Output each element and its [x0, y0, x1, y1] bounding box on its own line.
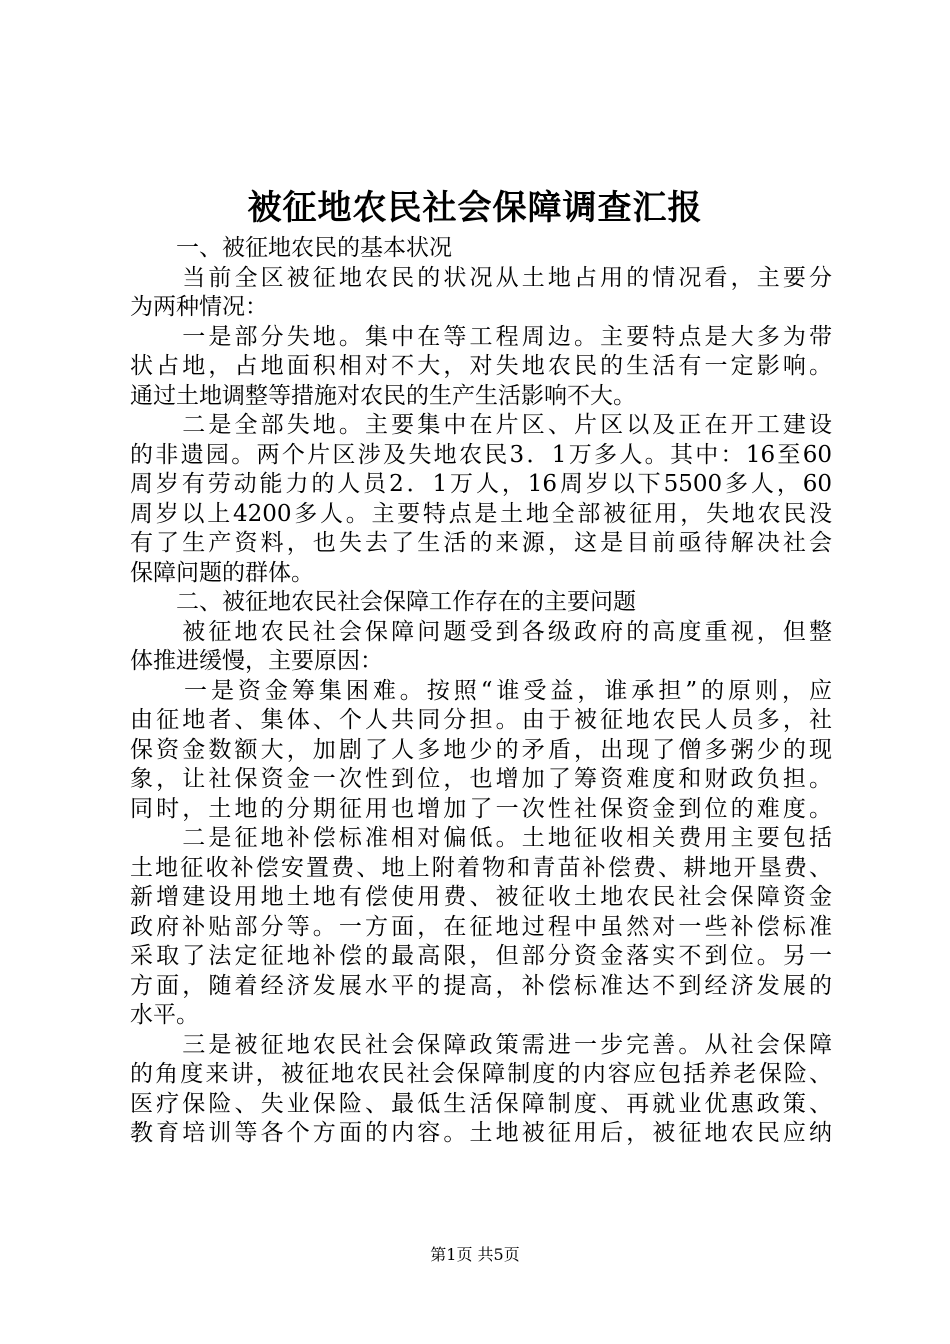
text-line: 土地征收补偿安置费、地上附着物和青苗补偿费、耕地开垦费、: [130, 854, 832, 881]
text-line: 一是资金筹集困难。按照“谁受益，谁承担”的原则，应: [130, 677, 832, 704]
text-line: 一、被征地农民的基本状况: [130, 235, 452, 261]
text-line: 新增建设用地土地有偿使用费、被征收土地农民社会保障资金: [130, 884, 832, 910]
text-line: 一是部分失地。集中在等工程周边。主要特点是大多为带: [130, 323, 832, 350]
text-line: 保资金数额大，加剧了人多地少的矛盾，出现了僧多粥少的现: [130, 736, 832, 763]
text-line: 周岁以上4200多人。主要特点是土地全部被征用，失地农民没: [130, 500, 832, 527]
text-line: 为两种情况：: [130, 294, 268, 320]
text-line: 周岁有劳动能力的人员2．1万人，16周岁以下5500多人，60: [130, 471, 832, 497]
text-line: 二是全部失地。主要集中在片区、片区以及正在开工建设: [130, 412, 832, 438]
text-line: 政府补贴部分等。一方面，在征地过程中虽然对一些补偿标准: [130, 913, 832, 940]
text-line: 通过土地调整等措施对农民的生产生活影响不大。: [130, 382, 636, 409]
document-body: [130, 234, 832, 1149]
text-line: 水平。: [130, 1002, 199, 1028]
document-title: 被征地农民社会保障调查汇报: [247, 188, 703, 228]
text-line: 教育培训等各个方面的内容。土地被征用后，被征地农民应纳: [130, 1120, 832, 1146]
text-line: 保障问题的群体。: [130, 559, 314, 586]
text-line: 体推进缓慢，主要原因：: [130, 648, 383, 674]
text-line: 由征地者、集体、个人共同分担。由于被征地农民人员多，社: [130, 707, 832, 733]
page-footer: 第1页 共5页: [430, 1245, 520, 1264]
text-line: 的角度来讲，被征地农民社会保障制度的内容应包括养老保险、: [130, 1061, 832, 1087]
text-line: 的非遗园。两个片区涉及失地农民3．1万多人。其中：16至60: [130, 441, 832, 468]
text-line: 当前全区被征地农民的状况从土地占用的情况看，主要分: [130, 264, 832, 291]
text-line: 象，让社保资金一次性到位，也增加了筹资难度和财政负担。: [130, 766, 832, 792]
text-line: 有了生产资料，也失去了生活的来源，这是目前亟待解决社会: [130, 530, 832, 556]
text-line: 采取了法定征地补偿的最高限，但部分资金落实不到位。另一: [130, 943, 832, 969]
text-line: 方面，随着经济发展水平的提高，补偿标准达不到经济发展的: [130, 972, 832, 999]
text-line: 二、被征地农民社会保障工作存在的主要问题: [130, 589, 636, 615]
text-line: 状占地，占地面积相对不大，对失地农民的生活有一定影响。: [130, 353, 832, 379]
text-line: 二是征地补偿标准相对偏低。土地征收相关费用主要包括: [130, 825, 832, 851]
text-line: 三是被征地农民社会保障政策需进一步完善。从社会保障: [130, 1031, 832, 1058]
text-line: 医疗保险、失业保险、最低生活保障制度、再就业优惠政策、: [130, 1090, 832, 1117]
text-line: 同时，土地的分期征用也增加了一次性社保资金到位的难度。: [130, 795, 832, 822]
text-line: 被征地农民社会保障问题受到各级政府的高度重视，但整: [130, 618, 832, 645]
